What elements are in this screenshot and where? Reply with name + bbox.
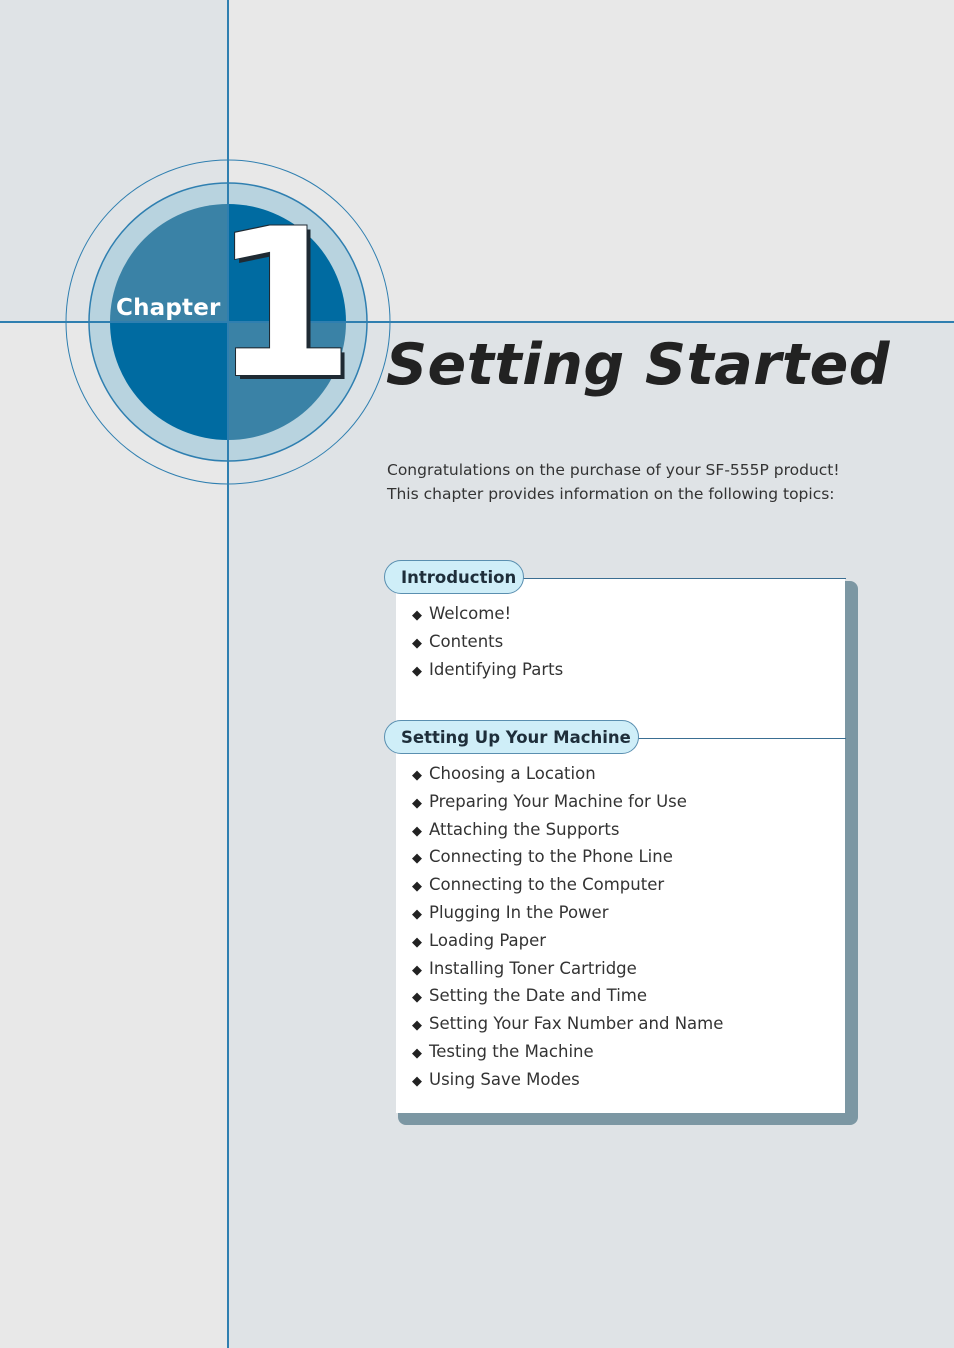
topic-item[interactable]: ◆ Preparing Your Machine for Use (412, 788, 723, 816)
diamond-bullet-icon: ◆ (412, 768, 422, 783)
intro-line: Congratulations on the purchase of your SF-555P product! (387, 461, 840, 479)
topic-item[interactable]: ◆ Identifying Parts (412, 656, 563, 684)
introduction-topic-list (412, 600, 563, 683)
topic-item[interactable]: ◆ Choosing a Location (412, 760, 723, 788)
diamond-bullet-icon: ◆ (412, 990, 422, 1006)
diamond-bullet-icon: ◆ (412, 795, 422, 811)
diamond-bullet-icon: ◆ (412, 608, 422, 623)
emblem-quadrant-bl (110, 322, 228, 440)
diamond-bullet-icon: ◆ (412, 1018, 422, 1034)
diamond-bullet-icon: ◆ (412, 879, 422, 895)
section-heading-introduction: Introduction (384, 560, 524, 594)
topic-item[interactable]: ◆ Attaching the Supports (412, 816, 723, 844)
section-rule-introduction (520, 578, 846, 579)
intro-line: This chapter provides information on the following topics: (387, 485, 835, 503)
chapter-number: 1 (212, 186, 351, 424)
topic-item[interactable]: ◆ Contents (412, 628, 563, 656)
topic-item[interactable]: ◆ Loading Paper (412, 927, 723, 955)
topic-item[interactable]: ◆ Connecting to the Computer (412, 871, 723, 899)
topic-item[interactable]: ◆ Plugging In the Power (412, 899, 723, 927)
diamond-bullet-icon: ◆ (412, 663, 422, 679)
diamond-bullet-icon: ◆ (412, 1073, 422, 1089)
diamond-bullet-icon: ◆ (412, 962, 422, 978)
topic-item[interactable]: ◆ Setting the Date and Time (412, 982, 723, 1010)
section-heading-setting-up: Setting Up Your Machine (384, 720, 639, 754)
topic-item[interactable]: ◆ Setting Your Fax Number and Name (412, 1010, 723, 1038)
topic-item[interactable]: ◆ Connecting to the Phone Line (412, 843, 723, 871)
topic-item[interactable]: ◆ Welcome! (412, 600, 563, 628)
setting-up-topic-list (412, 760, 723, 1094)
horizontal-guide-line (0, 321, 954, 323)
section-rule-setting-up (636, 738, 846, 739)
diamond-bullet-icon: ◆ (412, 934, 422, 950)
topic-item[interactable]: ◆ Using Save Modes (412, 1066, 723, 1094)
page-title: Setting Started (386, 332, 891, 398)
topic-item[interactable]: ◆ Testing the Machine (412, 1038, 723, 1066)
diamond-bullet-icon: ◆ (412, 851, 422, 867)
chapter-label: Chapter (116, 295, 221, 321)
topic-item[interactable]: ◆ Installing Toner Cartridge (412, 955, 723, 983)
intro-text (387, 458, 887, 506)
diamond-bullet-icon: ◆ (412, 635, 422, 651)
diamond-bullet-icon: ◆ (412, 906, 422, 922)
diamond-bullet-icon: ◆ (412, 823, 422, 839)
diamond-bullet-icon: ◆ (412, 1045, 422, 1061)
